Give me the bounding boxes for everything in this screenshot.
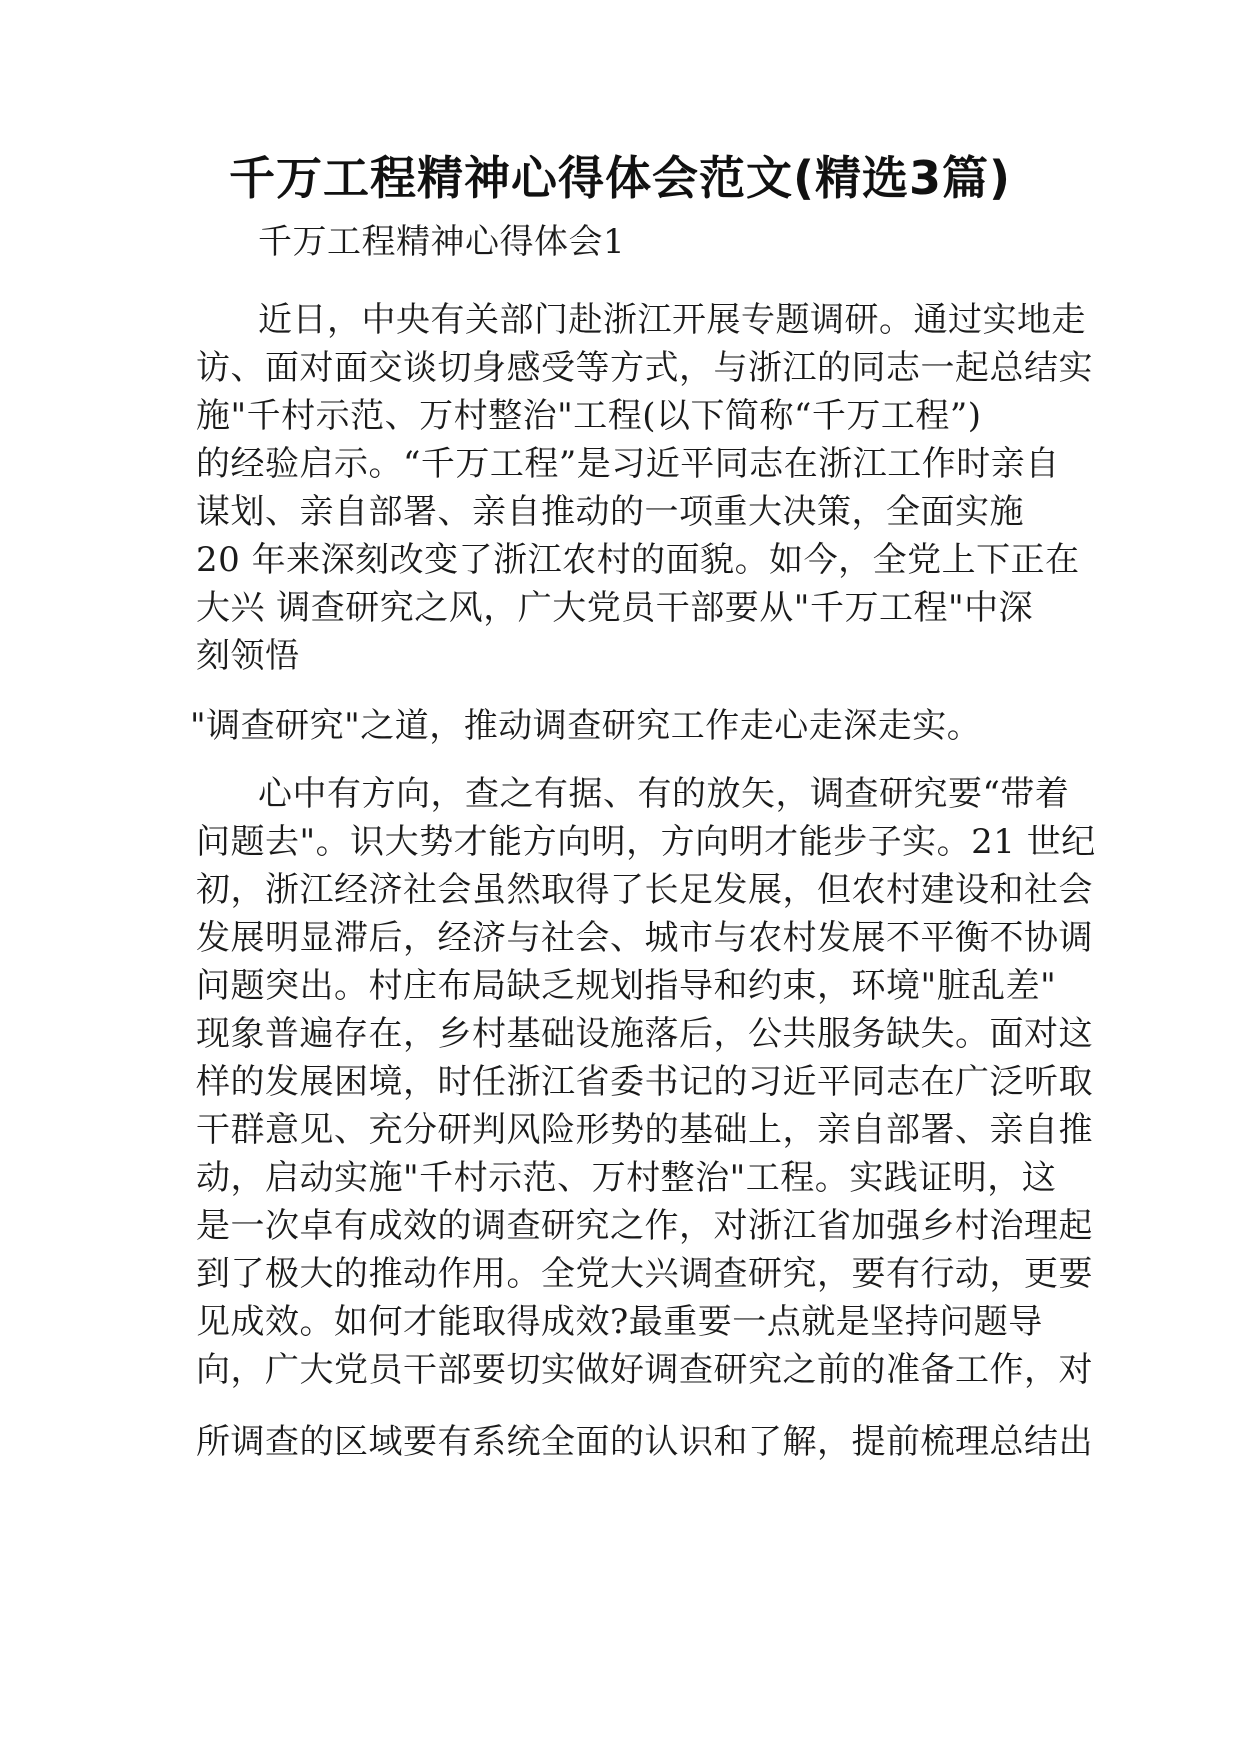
paragraph-2-line: 见成效。如何才能取得成效?最重要一点就是坚持问题导 [196,1302,1043,1342]
paragraph-1-line: 刻领悟 [196,636,300,676]
paragraph-2-line: 到了极大的推动作用。全党大兴调查研究，要有行动，更要 [196,1254,1093,1294]
paragraph-2-line: 问题去"。识大势才能方向明，方向明才能步子实。21 世纪 [196,822,1096,862]
paragraph-1-line: 20 年来深刻改变了浙江农村的面貌。如今，全党上下正在 [196,540,1080,580]
paragraph-2-line: 向，广大党员干部要切实做好调查研究之前的准备工作，对 [196,1350,1093,1390]
paragraph-2-line: 问题突出。村庄布局缺乏规划指导和约束，环境"脏乱差" [196,966,1057,1006]
paragraph-2-line: 所调查的区域要有系统全面的认识和了解，提前梳理总结出 [196,1422,1093,1462]
paragraph-2-line: 动，启动实施"千村示范、万村整治"工程。实践证明，这 [196,1158,1057,1198]
paragraph-1-line: 近日，中央有关部门赴浙江开展专题调研。通过实地走 [258,300,1086,340]
paragraph-2-line: 现象普遍存在，乡村基础设施落后，公共服务缺失。面对这 [196,1014,1093,1054]
paragraph-1-tail: "调查研究"之道，推动调查研究工作走心走深走实。 [190,706,982,746]
paragraph-1-line: 访、面对面交谈切身感受等方式，与浙江的同志一起总结实 [196,348,1093,388]
paragraph-1-line: 施"千村示范、万村整治"工程(以下简称“千万工程”) [196,396,982,436]
paragraph-2-line: 心中有方向，查之有据、有的放矢，调查研究要“带着 [258,774,1070,814]
paragraph-2-line: 初，浙江经济社会虽然取得了长足发展，但农村建设和社会 [196,870,1093,910]
paragraph-1-line: 大兴 调查研究之风，广大党员干部要从"千万工程"中深 [196,588,1034,628]
paragraph-2-line: 发展明显滞后，经济与社会、城市与农村发展不平衡不协调 [196,918,1093,958]
paragraph-2-line: 是一次卓有成效的调查研究之作，对浙江省加强乡村治理起 [196,1206,1093,1246]
section-heading: 千万工程精神心得体会1 [258,222,626,262]
paragraph-2-line: 干群意见、充分研判风险形势的基础上，亲自部署、亲自推 [196,1110,1093,1150]
paragraph-2-line: 样的发展困境，时任浙江省委书记的习近平同志在广泛听取 [196,1062,1093,1102]
paragraph-1-line: 谋划、亲自部署、亲自推动的一项重大决策，全面实施 [196,492,1024,532]
paragraph-1-line: 的经验启示。“千万工程”是习近平同志在浙江工作时亲自 [196,444,1060,484]
document-title: 千万工程精神心得体会范文(精选3篇) [228,151,1012,205]
